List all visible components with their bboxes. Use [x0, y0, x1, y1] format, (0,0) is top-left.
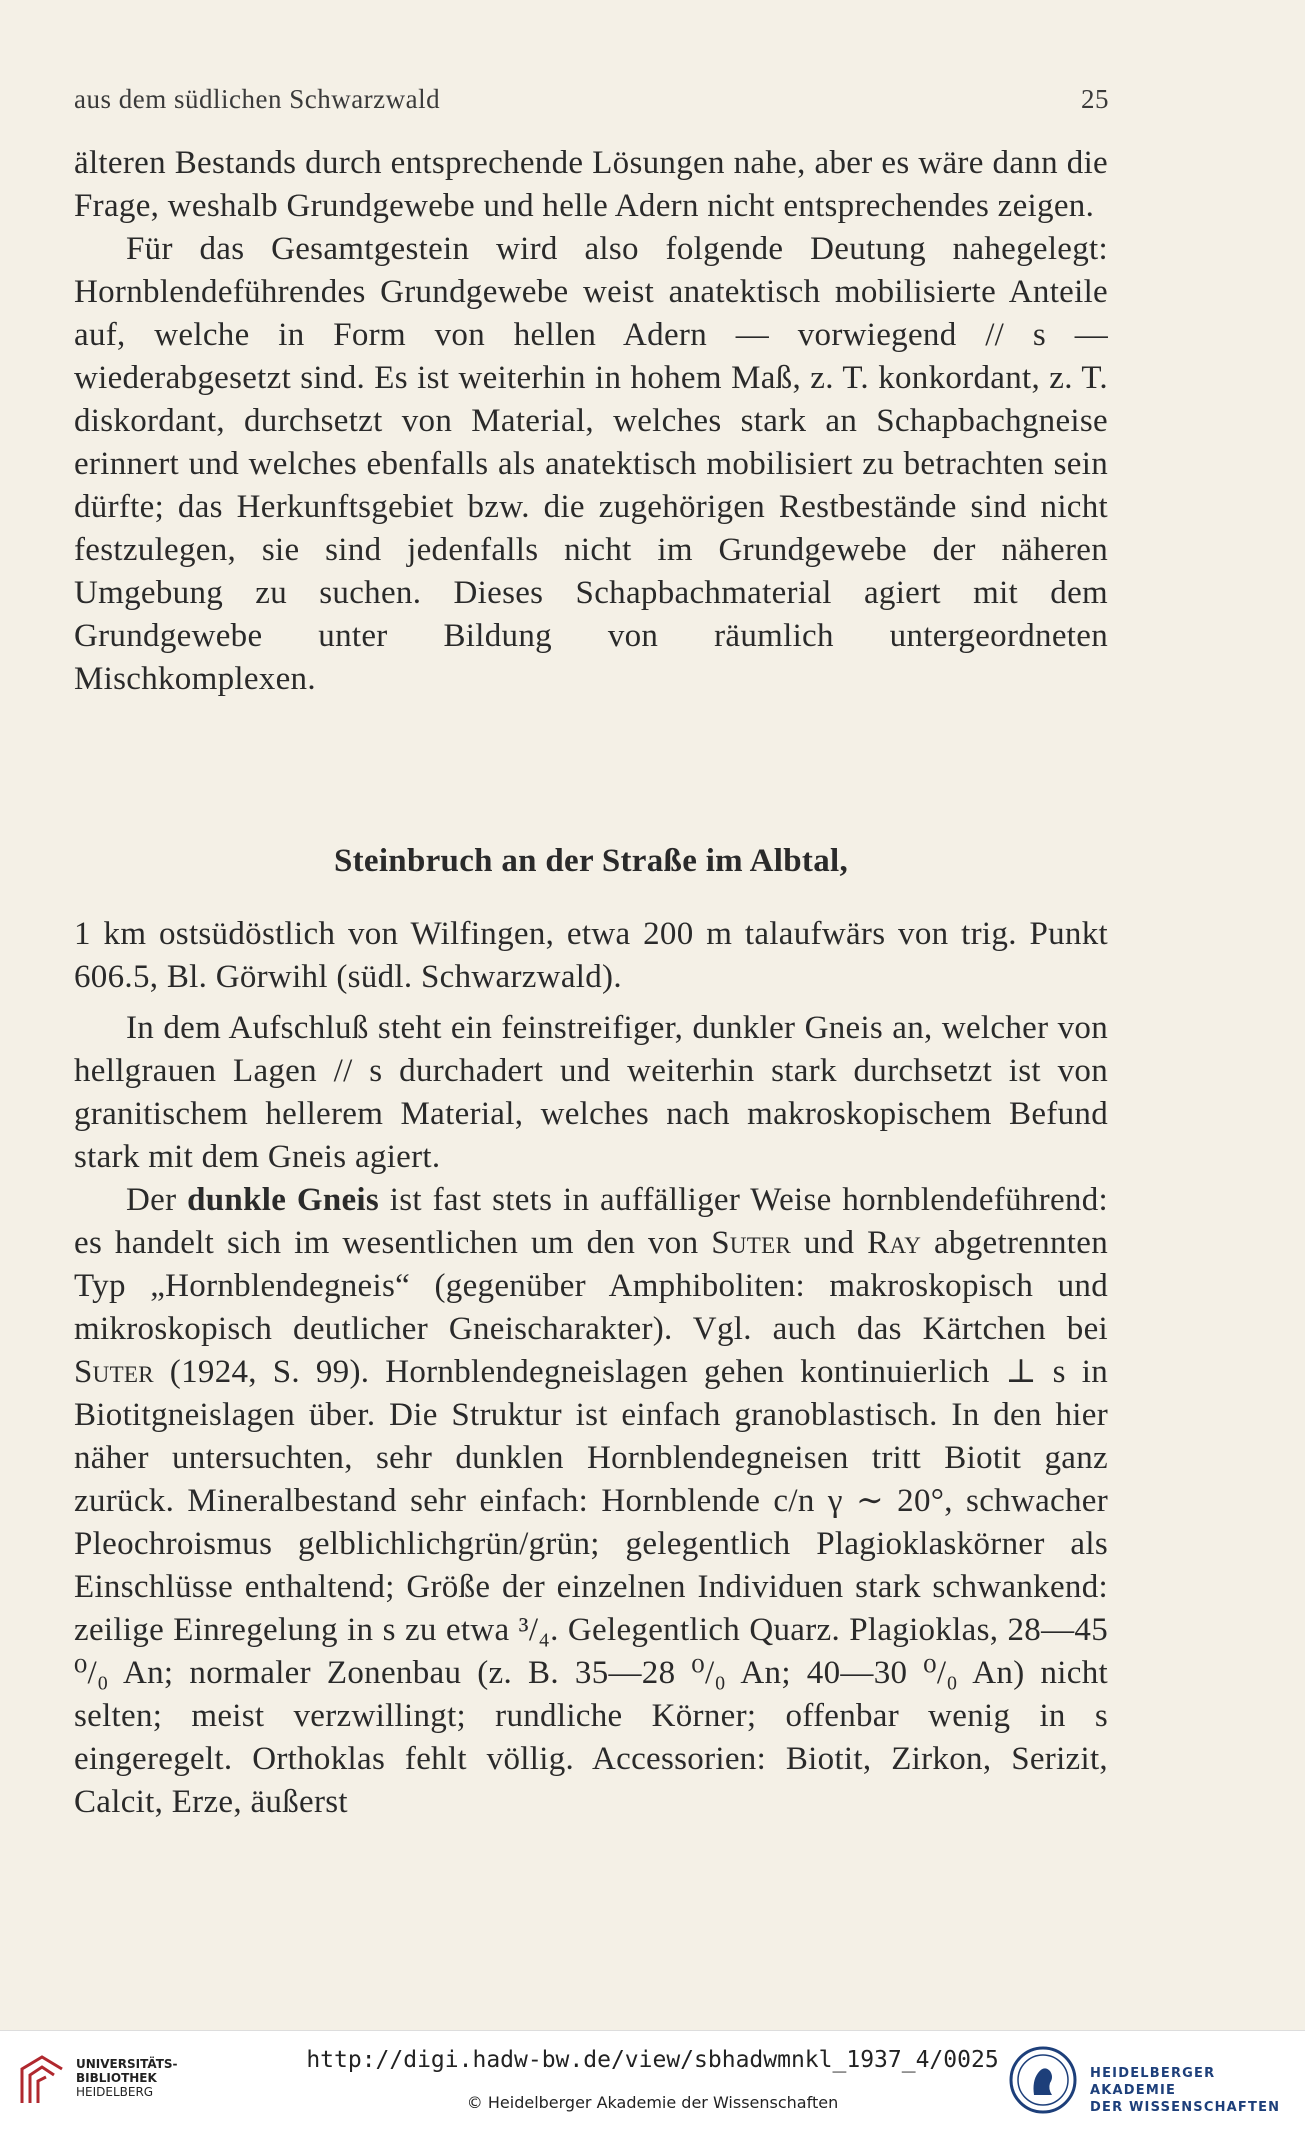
paragraph: älteren Bestands durch entsprechende Lösungen nahe, aber es wäre dann die Frage, weshalb Grundgewebe und helle Adern nicht entsprechendes zeigen. — [74, 145, 1108, 224]
text-section-1 — [74, 142, 1108, 701]
bold-term: dunkle Gneis — [187, 1182, 380, 1218]
library-name-line: UNIVERSITÄTS- — [76, 2057, 178, 2071]
footer-bar — [0, 2030, 1305, 2129]
text-run: Der — [126, 1182, 188, 1218]
paragraph: In dem Aufschluß steht ein feinstreifiger, dunkler Gneis an, welcher von hellgrauen Lagen // s durchadert und weiterhin stark durchsetzt ist von granitischem hellerem Material, welches nach makroskopischem Befund stark mit dem Gneis agiert. — [74, 1010, 1108, 1175]
author-name: Suter — [74, 1354, 154, 1390]
author-name: Suter — [711, 1225, 792, 1261]
running-title: aus dem südlichen Schwarzwald — [74, 84, 441, 114]
text-run: und — [791, 1225, 868, 1261]
library-name-line: BIBLIOTHEK — [76, 2071, 157, 2085]
permalink[interactable]: http://digi.hadw-bw.de/view/sbhadwmnkl_1937_4/0025 — [306, 2047, 999, 2073]
academy-seal-icon — [1008, 2045, 1078, 2115]
copyright-notice: © Heidelberger Akademie der Wissenschaften — [466, 2093, 839, 2112]
academy-name-line: DER WISSENSCHAFTEN — [1090, 2100, 1281, 2115]
text-run: (1924, S. 99). Hornblendegneislagen gehen kontinuierlich ⊥ s in Biotitgneislagen über. Die Struktur ist einfach granoblastisch. In den hier näher untersuchten, sehr dunklen Hornblendegneisen tritt Biotit ganz zurück. Mineralbestand sehr einfach: Hornblende c/n γ ∼ 20°, schwacher Pleochroismus gelblichlichgrün/grün; gelegentlich Plagioklaskörner als Einschlüsse enthaltend; Größe der einzelnen Individuen stark schwankend: zeilige Einregelung in s zu etwa ³/₄. Gelegentlich Quarz. Plagioklas, 28—45 ⁰/₀ An; normaler Zonenbau (z. B. 35—28 ⁰/₀ An; 40—30 ⁰/₀ An) nicht selten; meist verzwillingt; rundliche Körner; offenbar wenig in s eingeregelt. Orthoklas fehlt völlig. Accessorien: Biotit, Zirkon, Serizit, Calcit, Erze, äußerst — [74, 1354, 1108, 1820]
location-paragraph: 1 km ostsüdöstlich von Wilfingen, etwa 200 m talaufwärs von trig. Punkt 606.5, Bl. Görwihl (südl. Schwarzwald). — [74, 916, 1108, 995]
academy-name — [1090, 2065, 1305, 2116]
paragraph — [74, 1179, 1108, 1824]
page-number: 25 — [1081, 84, 1109, 114]
library-name-line: HEIDELBERG — [76, 2085, 154, 2099]
text-section-2 — [74, 913, 1108, 1824]
text-run: ist fast stets in auffälliger Weise hornblendeführend: es handelt sich im wesentlichen um den von — [74, 1182, 1108, 1261]
running-head — [74, 84, 1109, 115]
section-heading: Steinbruch an der Straße im Albtal, — [333, 843, 849, 879]
author-name: Ray — [867, 1225, 922, 1261]
text-run: abgetrennten Typ „Hornblendegneis“ (gegenüber Amphiboliten: makroskopisch und mikroskopisch deutlicher Gneischarakter). Vgl. auch das Kärtchen bei — [74, 1225, 1108, 1347]
paragraph: Für das Gesamtgestein wird also folgende Deutung nahegelegt: Hornblendeführendes Grundgewebe weist anatektisch mobilisierte Anteile auf, welche in Form von hellen Adern — vorwiegend // s — wiederabgesetzt sind. Es ist weiterhin in hohem Maß, z. T. konkordant, z. T. diskordant, durchsetzt von Material, welches stark an Schapbachgneise erinnert und welches ebenfalls als anatektisch mobilisiert zu betrachten sein dürfte; das Herkunftsgebiet bzw. die zugehörigen Restbestände sind nicht festzulegen, sie sind jedenfalls nicht im Grundgewebe der näheren Umgebung zu suchen. Dieses Schapbachmaterial agiert mit dem Grundgewebe unter Bildung von räumlich untergeordneten Mischkomplexen. — [74, 231, 1108, 697]
academy-name-line: HEIDELBERGER AKADEMIE — [1090, 2066, 1216, 2098]
